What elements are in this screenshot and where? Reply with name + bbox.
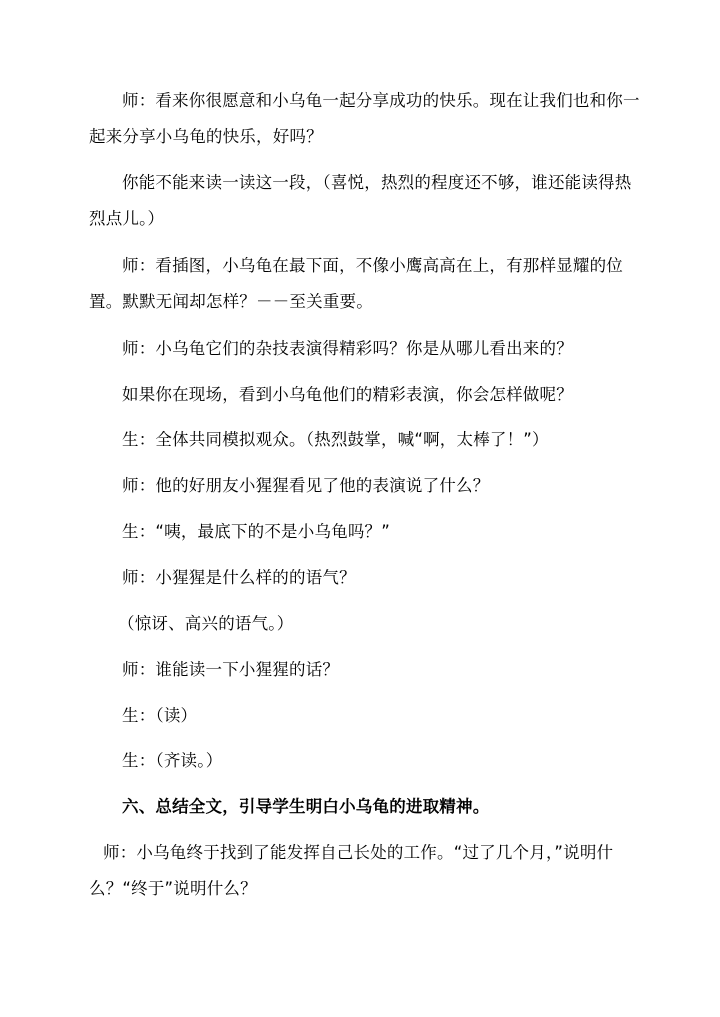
paragraph-9: 师：小猩猩是什么样的的语气？ bbox=[122, 568, 356, 587]
paragraph-10: （惊讶、高兴的语气。） bbox=[118, 614, 294, 633]
paragraph-6: 生：全体共同模拟观众。（热烈鼓掌，喊“啊，太棒了！”） bbox=[122, 430, 549, 449]
section-heading: 六、总结全文，引导学生明白小乌龟的进取精神。 bbox=[122, 797, 490, 816]
paragraph-4: 师：小乌龟它们的杂技表演得精彩吗？你是从哪儿看出来的？ bbox=[122, 339, 573, 358]
paragraph-11: 师：谁能读一下小猩猩的话？ bbox=[122, 660, 340, 679]
paragraph-2: 你能不能来读一读这一段，（喜悦，热烈的程度还不够，谁还能读得热烈点儿。） bbox=[89, 173, 632, 228]
paragraph-5: 如果你在现场，看到小乌龟他们的精彩表演，你会怎样做呢？ bbox=[122, 385, 573, 404]
paragraph-3: 师：看插图，小乌龟在最下面，不像小鹰高高在上，有那样显耀的位置。默默无闻却怎样？－－至关重要。 bbox=[89, 256, 623, 311]
paragraph-13: 生：（齐读。） bbox=[122, 751, 223, 770]
paragraph-7: 师：他的好朋友小猩猩看见了他的表演说了什么？ bbox=[122, 476, 490, 495]
paragraph-15: 师：小乌龟终于找到了能发挥自己长处的工作。“过了几个月，”说明什么？“终于”说明什么？ bbox=[89, 843, 614, 898]
paragraph-1: 师：看来你很愿意和小乌龟一起分享成功的快乐。现在让我们也和你一起来分享小乌龟的快乐，好吗？ bbox=[89, 91, 640, 146]
paragraph-12: 生：（读） bbox=[122, 706, 198, 725]
paragraph-8: 生：“咦，最底下的不是小乌龟吗？” bbox=[122, 522, 390, 541]
